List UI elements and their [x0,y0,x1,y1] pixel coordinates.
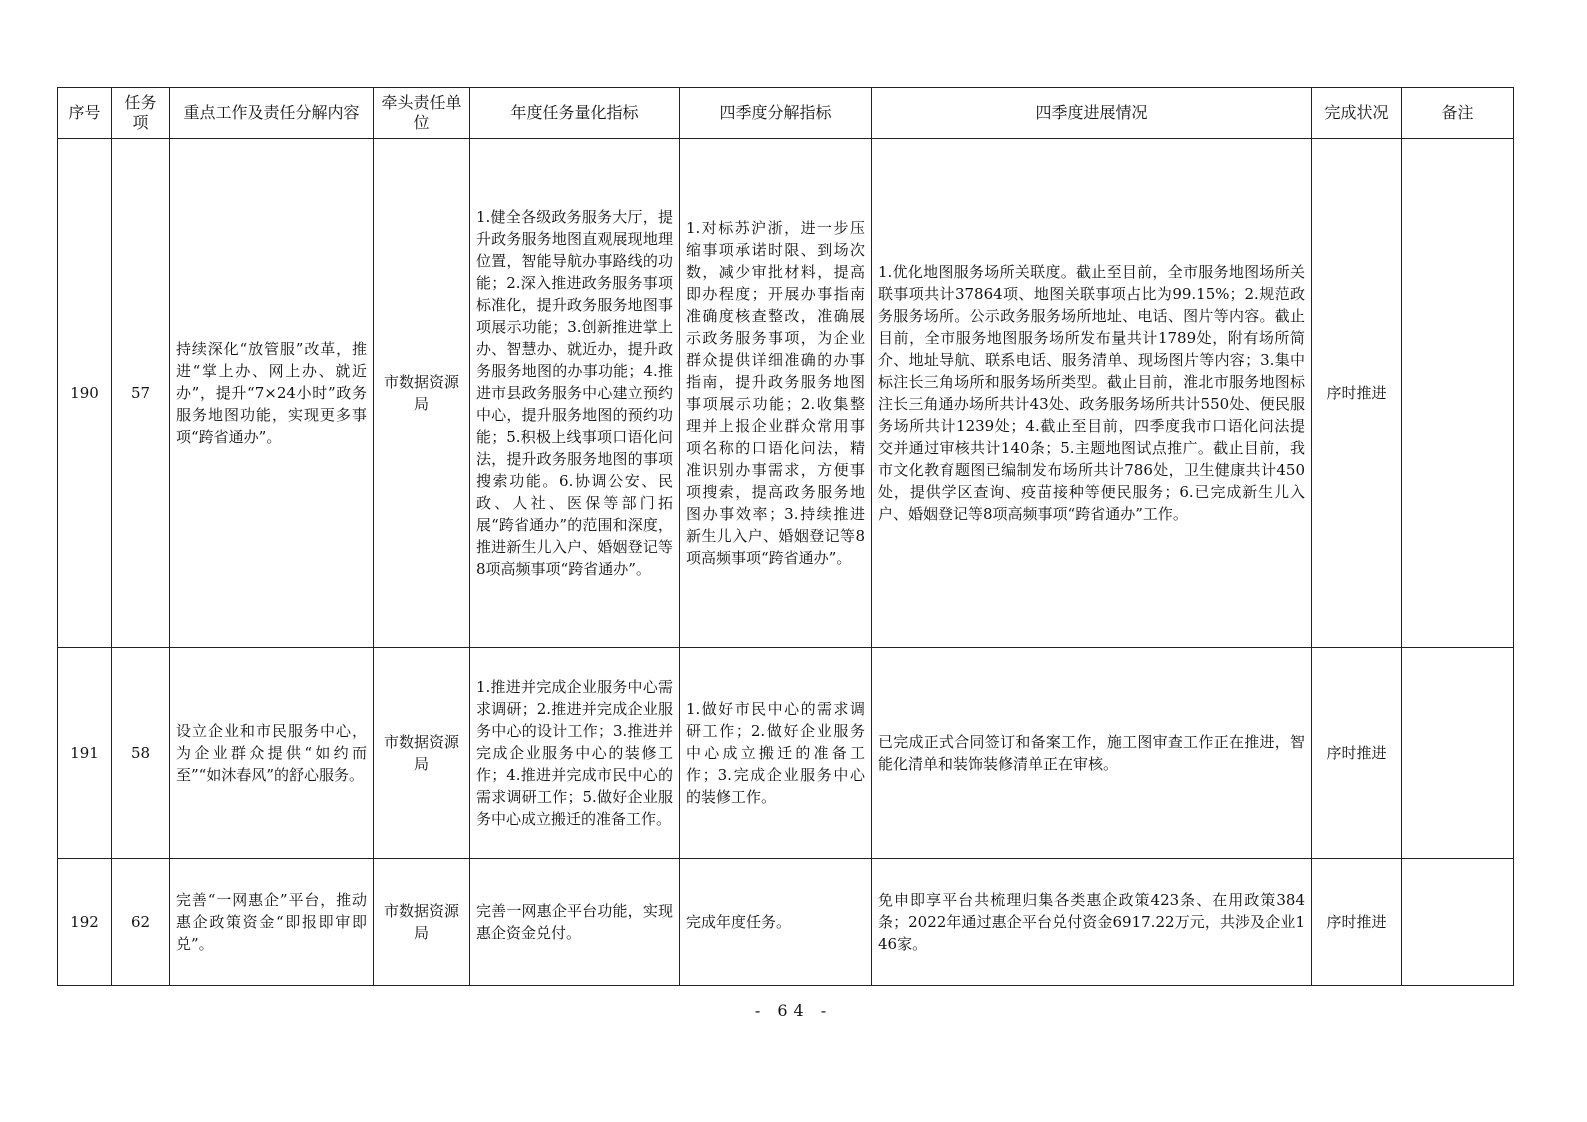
cell-task: 62 [112,859,170,986]
header-q4-progress: 四季度进展情况 [872,88,1312,139]
header-seq: 序号 [58,88,112,139]
cell-lead-unit: 市数据资源局 [374,859,470,986]
cell-content: 设立企业和市民服务中心，为企业群众提供“如约而至”“如沐春风”的舒心服务。 [170,648,374,859]
table-row [58,648,1514,859]
cell-status: 序时推进 [1312,139,1402,648]
cell-note [1402,859,1514,986]
cell-seq: 191 [58,648,112,859]
cell-status: 序时推进 [1312,648,1402,859]
cell-q4-indicator: 1.做好市民中心的需求调研工作；2.做好企业服务中心成立搬迁的准备工作；3.完成企业服务中心的装修工作。 [680,648,872,859]
cell-seq: 192 [58,859,112,986]
header-note: 备注 [1402,88,1514,139]
cell-content: 完善“一网惠企”平台，推动惠企政策资金“即报即审即兑”。 [170,859,374,986]
cell-status: 序时推进 [1312,859,1402,986]
header-lead-unit: 牵头责任单位 [374,88,470,139]
cell-seq: 190 [58,139,112,648]
cell-annual-indicator: 完善一网惠企平台功能，实现惠企资金兑付。 [470,859,680,986]
cell-q4-progress: 1.优化地图服务场所关联度。截止至目前，全市服务地图场所关联事项共计37864项、地图关联事项占比为99.15%；2.规范政务服务场所。公示政务服务场所地址、电话、图片等内容。截止目前，全市服务地图服务场所发布量共计1789处，附有场所简介、地址导航、联系电话、服务清单、现场图片等内容；3.集中标注长三角场所和服务场所类型。截止目前，淮北市服务地图标注长三角通办场所共计43处、政务服务场所共计550处、便民服务场所共计1239处；4.截止至目前，四季度我市口语化问法提交并通过审核共计140条；5.主题地图试点推广。截止目前，我市文化教育题图已编制发布场所共计786处，卫生健康共计450处，提供学区查询、疫苗接种等便民服务；6.已完成新生儿入户、婚姻登记等8项高频事项“跨省通办”工作。 [872,139,1312,648]
cell-note [1402,139,1514,648]
cell-task: 58 [112,648,170,859]
cell-note [1402,648,1514,859]
table-row [58,859,1514,986]
cell-lead-unit: 市数据资源局 [374,648,470,859]
cell-q4-progress: 免申即享平台共梳理归集各类惠企政策423条、在用政策384条；2022年通过惠企平台兑付资金6917.22万元，共涉及企业146家。 [872,859,1312,986]
work-progress-table [57,87,1514,986]
cell-lead-unit: 市数据资源局 [374,139,470,648]
cell-q4-indicator: 1.对标苏沪浙，进一步压缩事项承诺时限、到场次数，减少审批材料，提高即办程度；开展办事指南准确度核查整改，准确展示政务服务事项，为企业群众提供详细准确的办事指南，提升政务服务地图事项展示功能；2.收集整理并上报企业群众常用事项名称的口语化问法，精准识别办事需求，方便事项搜索，提高政务服务地图办事效率；3.持续推进新生儿入户、婚姻登记等8项高频事项“跨省通办”。 [680,139,872,648]
page-number: - 64 - [754,1001,833,1020]
header-q4-indicator: 四季度分解指标 [680,88,872,139]
cell-annual-indicator: 1.健全各级政务服务大厅，提升政务服务地图直观展现地理位置，智能导航办事路线的功能；2.深入推进政务服务事项标准化，提升政务服务地图事项展示功能；3.创新推进掌上办、智慧办、就近办，提升政务服务地图的办事功能；4.推进市县政务服务中心建立预约中心，提升服务地图的预约功能；5.积极上线事项口语化问法，提升政务服务地图的事项搜索功能。6.协调公安、民政、人社、医保等部门拓展“跨省通办”的范围和深度，推进新生儿入户、婚姻登记等8项高频事项“跨省通办”。 [470,139,680,648]
table-header-row [58,88,1514,139]
header-task: 任务项 [112,88,170,139]
cell-q4-progress: 已完成正式合同签订和备案工作，施工图审查工作正在推进，智能化清单和装饰装修清单正在审核。 [872,648,1312,859]
header-status: 完成状况 [1312,88,1402,139]
header-annual-indicator: 年度任务量化指标 [470,88,680,139]
header-content: 重点工作及责任分解内容 [170,88,374,139]
cell-task: 57 [112,139,170,648]
cell-q4-indicator: 完成年度任务。 [680,859,872,986]
cell-content: 持续深化“放管服”改革，推进“掌上办、网上办、就近办”，提升“7×24小时”政务服务地图功能，实现更多事项“跨省通办”。 [170,139,374,648]
table-row [58,139,1514,648]
cell-annual-indicator: 1.推进并完成企业服务中心需求调研；2.推进并完成企业服务中心的设计工作；3.推进并完成企业服务中心的装修工作；4.推进并完成市民中心的需求调研工作；5.做好企业服务中心成立搬迁的准备工作。 [470,648,680,859]
